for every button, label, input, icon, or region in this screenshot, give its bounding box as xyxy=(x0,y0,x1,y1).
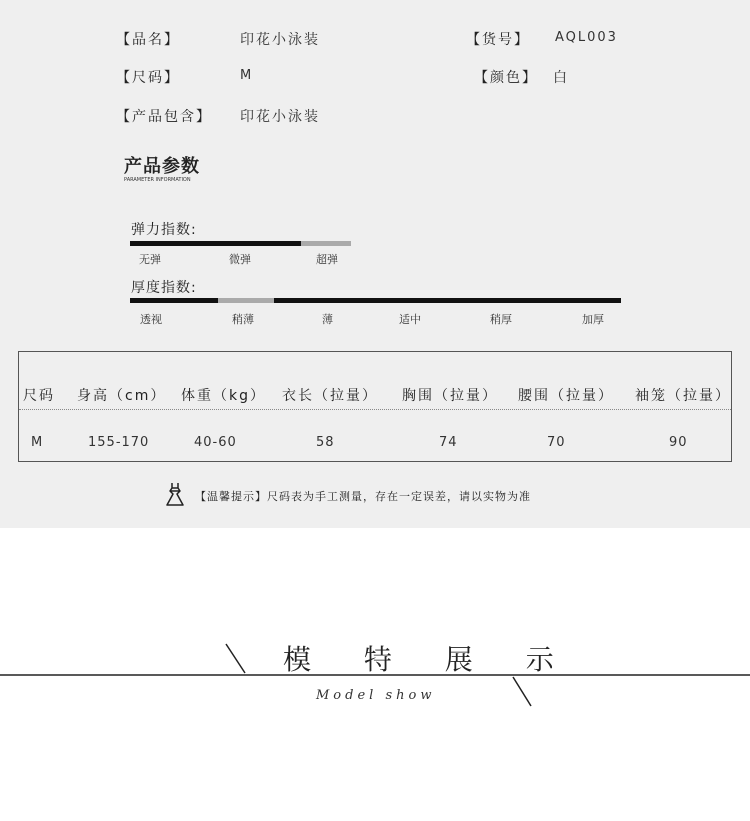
table-header: 尺码 xyxy=(23,388,55,404)
table-cell: 40-60 xyxy=(194,435,237,450)
name-value: 印花小泳装 xyxy=(240,32,320,48)
params-title: 产品参数 xyxy=(124,156,200,177)
size-table xyxy=(18,351,732,462)
thickness-index-title: 厚度指数: xyxy=(131,280,197,296)
thickness-level: 薄 xyxy=(322,313,333,326)
thickness-level: 加厚 xyxy=(582,313,604,326)
model-show-title: 模 特 展 示 xyxy=(283,643,576,676)
table-cell: 58 xyxy=(316,435,335,450)
table-cell: 90 xyxy=(669,435,688,450)
color-value: 白 xyxy=(553,70,569,86)
color-label: 【颜色】 xyxy=(474,70,538,86)
thickness-level: 稍薄 xyxy=(232,313,254,326)
sku-label: 【货号】 xyxy=(466,32,530,48)
table-cell: 155-170 xyxy=(88,435,150,450)
params-subtitle: PARAMETER INFORMATION xyxy=(124,177,191,183)
table-header: 衣长（拉量） xyxy=(282,388,378,404)
size-label: 【尺码】 xyxy=(116,70,180,86)
thickness-bar-right xyxy=(274,298,621,303)
table-cell: 74 xyxy=(439,435,458,450)
sku-value: AQL003 xyxy=(555,30,618,45)
table-header: 身高（cm） xyxy=(77,388,167,404)
elastic-index-title: 弹力指数: xyxy=(131,222,197,238)
model-show-subtitle: Model show xyxy=(316,688,436,703)
thickness-level: 适中 xyxy=(399,313,421,326)
table-header: 袖笼（拉量） xyxy=(635,388,731,404)
thickness-bar-marker xyxy=(218,298,274,303)
elastic-bar-marker xyxy=(301,241,351,246)
name-label: 【品名】 xyxy=(116,32,180,48)
table-cell: M xyxy=(31,435,44,450)
elastic-bar-filled xyxy=(130,241,301,246)
tip-text: 【温馨提示】尺码表为手工测量，存在一定误差，请以实物为准 xyxy=(195,490,531,503)
package-label: 【产品包含】 xyxy=(116,109,212,125)
thickness-level: 透视 xyxy=(140,313,162,326)
size-value: M xyxy=(240,68,254,83)
table-divider xyxy=(19,409,731,410)
thickness-bar-left xyxy=(130,298,218,303)
thickness-level: 稍厚 xyxy=(490,313,512,326)
elastic-level: 微弹 xyxy=(229,253,251,266)
dress-icon xyxy=(166,482,184,506)
elastic-level: 超弹 xyxy=(316,253,338,266)
table-header: 体重（kg） xyxy=(181,388,266,404)
elastic-level: 无弹 xyxy=(139,253,161,266)
table-header: 腰围（拉量） xyxy=(518,388,614,404)
package-value: 印花小泳装 xyxy=(240,109,320,125)
table-cell: 70 xyxy=(547,435,566,450)
table-header: 胸围（拉量） xyxy=(402,388,498,404)
